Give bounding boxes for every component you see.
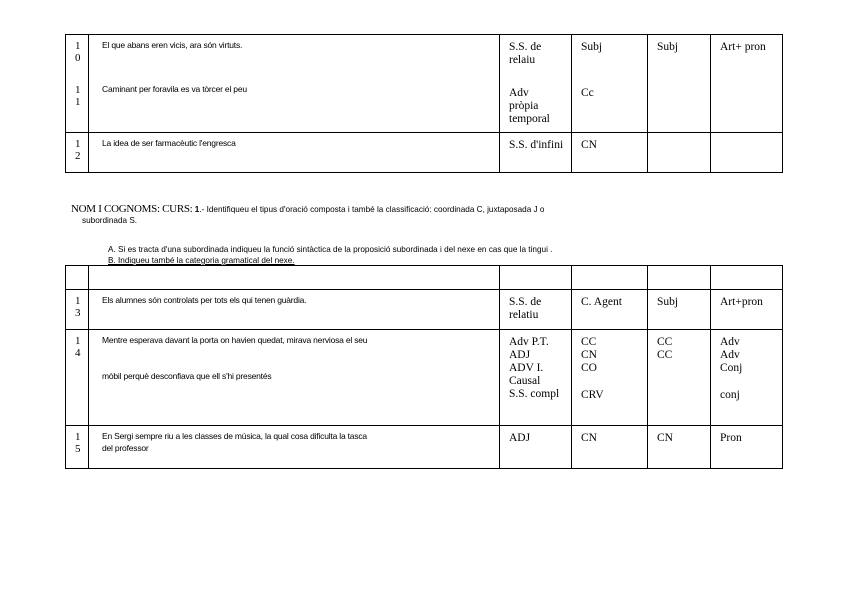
- analysis-cell: CN: [648, 426, 711, 469]
- analysis-cell: [648, 133, 711, 173]
- table-row: [66, 330, 783, 426]
- exercise-number: 1: [194, 205, 200, 214]
- row-number: 1 5: [66, 426, 89, 469]
- sentence-cell: El que abans eren vicis, ara són virtuts. Caminant per foravila es va tòrcer el peu: [89, 35, 500, 133]
- analysis-cell: Pron: [711, 426, 783, 469]
- instruction-a: A. Si es tracta d'una subordinada indiqueu la funció sintàctica de la proposició subordinada i del nexe en cas que la tingui .: [108, 245, 553, 254]
- sentence-cell: En Sergi sempre riu a les classes de música, la qual cosa dificulta la tasca del professor: [89, 426, 500, 469]
- row-number: 1 2: [66, 133, 89, 173]
- sentence-cell: Els alumnes són controlats per tots els qui tenen guàrdia.: [89, 290, 500, 330]
- instruction-text-continued: subordinada S.: [82, 216, 138, 225]
- row-number: 1 0 1 1: [66, 35, 89, 133]
- student-label: NOM I COGNOMS: CURS:: [71, 203, 193, 215]
- analysis-cell: Subj: [648, 35, 711, 133]
- analysis-cell: S.S. de relaiu Adv pròpia temporal: [500, 35, 572, 133]
- instruction-b: B. Indiqueu també la categoria gramatical del nexe.: [108, 256, 295, 265]
- analysis-cell: Subj: [648, 290, 711, 330]
- analysis-cell: [711, 133, 783, 173]
- row-number: 1 4: [66, 330, 89, 426]
- analysis-cell: Art+ pron: [711, 35, 783, 133]
- analysis-cell: CN: [572, 426, 648, 469]
- analysis-table-bottom: [65, 265, 783, 469]
- analysis-cell: CC CC: [648, 330, 711, 426]
- analysis-cell: Adv Adv Conj conj: [711, 330, 783, 426]
- instruction-text: .- Identifiqueu el tipus d'oració composta i també la classificació: coordinada C, juxtaposada J o: [199, 205, 545, 214]
- analysis-cell: C. Agent: [572, 290, 648, 330]
- exercise-header: [71, 204, 771, 227]
- analysis-cell: ADJ: [500, 426, 572, 469]
- sentence-cell: Mentre esperava davant la porta on havien quedat, mirava nerviosa el seu mòbil perquè desconfiava que ell s'hi presentés: [89, 330, 500, 426]
- row-number: 1 3: [66, 290, 89, 330]
- table-row: [66, 426, 783, 469]
- sentence-cell: La idea de ser farmacèutic l'engresca: [89, 133, 500, 173]
- analysis-cell: Adv P.T. ADJ ADV I. Causal S.S. compl: [500, 330, 572, 426]
- analysis-cell: Art+pron: [711, 290, 783, 330]
- table-row: [66, 290, 783, 330]
- table-header-row: [66, 266, 783, 290]
- analysis-table-top: [65, 34, 783, 173]
- analysis-cell: CC CN CO CRV: [572, 330, 648, 426]
- table-row: [66, 35, 783, 133]
- analysis-cell: Subj Cc: [572, 35, 648, 133]
- analysis-cell: S.S. d'infini: [500, 133, 572, 173]
- table-row: [66, 133, 783, 173]
- analysis-cell: CN: [572, 133, 648, 173]
- analysis-cell: S.S. de relatiu: [500, 290, 572, 330]
